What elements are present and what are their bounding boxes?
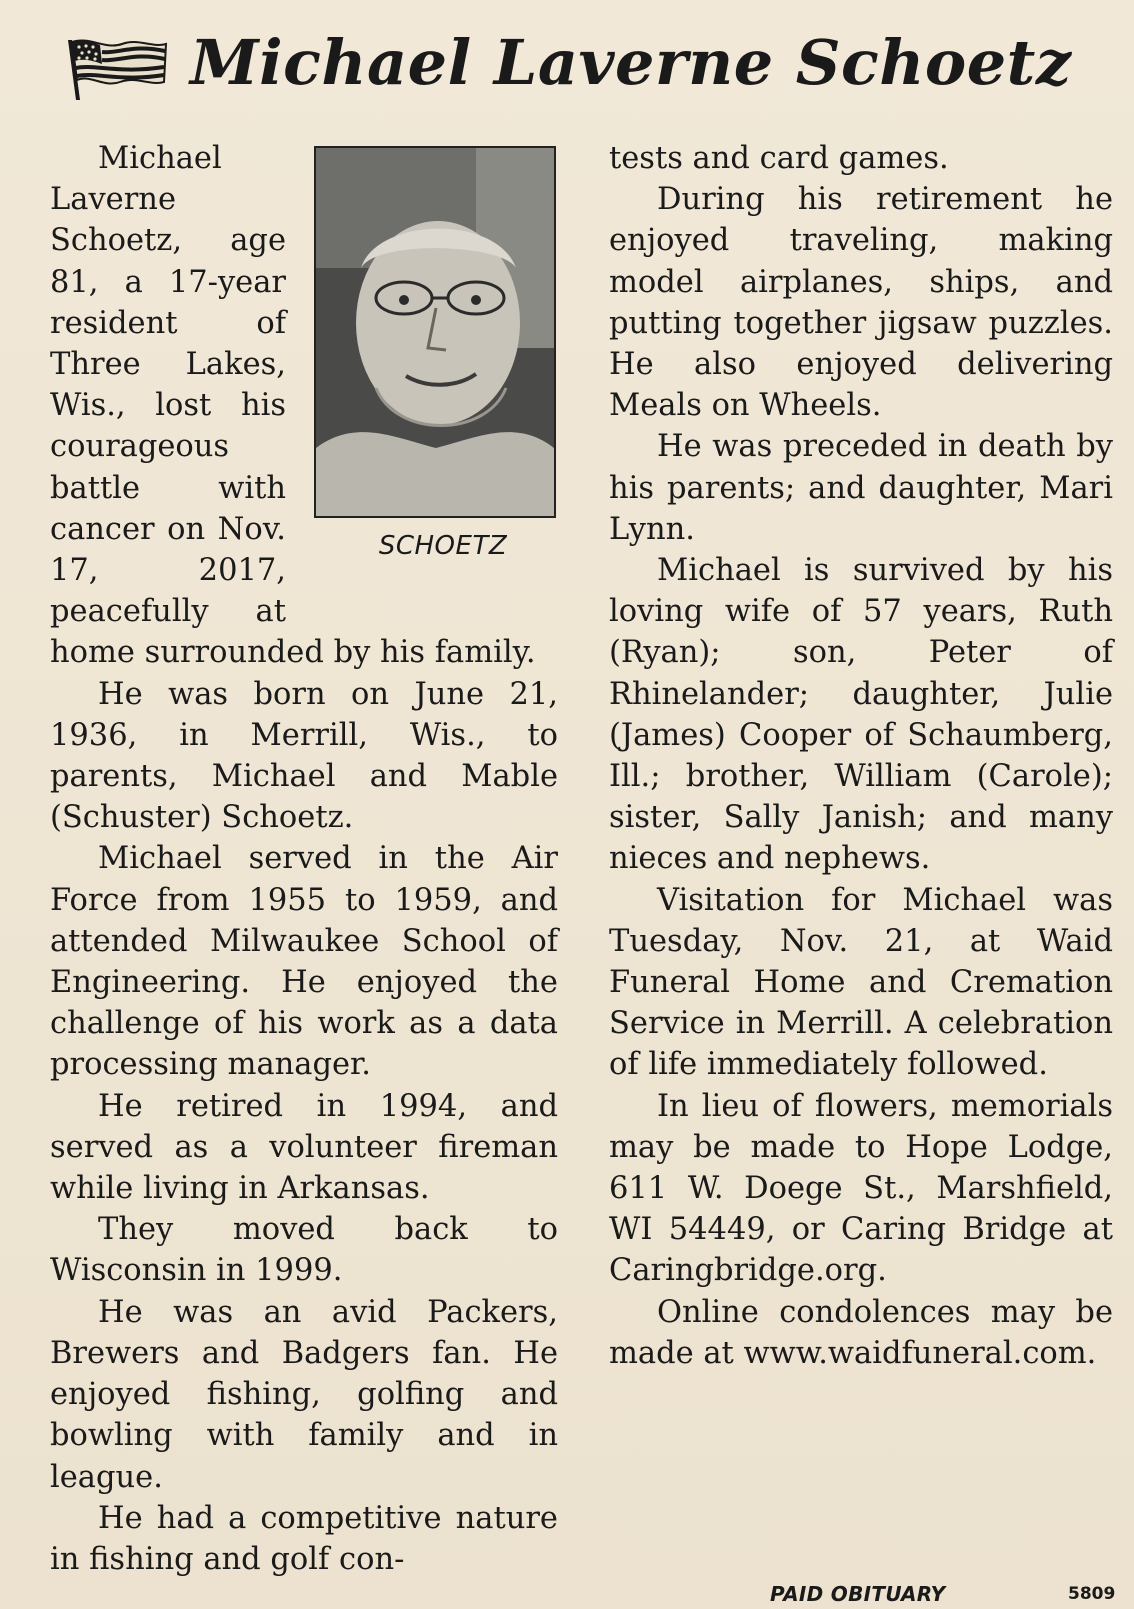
- paragraph-competitive: He had a competitive nature in fishing and golf con-: [50, 1500, 558, 1577]
- paragraph-memorials: In lieu of flowers, memorials may be made to Hope Lodge, 611 W. Doege St., Marshfield, WI 54449, or Caring Bridge at Caringbridge.org.: [609, 1088, 1113, 1289]
- paragraph-intro: Michael Laverne Schoetz, age 81, a 17-year resident of Three Lakes, Wis., lost his courageous battle with cancer on Nov. 17, 2017, peacefully at home surrounded by his family.: [50, 141, 536, 671]
- portrait-photo: [314, 146, 556, 518]
- paragraph-birth: He was born on June 21, 1936, in Merrill, Wis., to parents, Michael and Mable (Schuster) Schoetz.: [50, 676, 558, 836]
- paragraph-survivors: Michael is survived by his loving wife of 57 years, Ruth (Ryan); son, Peter of Rhinelander; daughter, Julie (James) Cooper of Schaumberg, Ill.; brother, William (Carole); sister, Sally Janish; and many nieces and nephews.: [609, 553, 1113, 877]
- paragraph-move: They moved back to Wisconsin in 1999.: [50, 1212, 558, 1289]
- left-column: [50, 138, 558, 1580]
- photo-caption: SCHOETZ: [378, 531, 508, 561]
- photo-block: [314, 146, 572, 596]
- paragraph-visitation: Visitation for Michael was Tuesday, Nov. 21, at Waid Funeral Home and Cremation Service in Merrill. A celebration of life immediately followed.: [609, 882, 1113, 1083]
- paragraph-competitive-cont: tests and card games.: [609, 141, 949, 176]
- paragraph-retirement-hobbies: During his retirement he enjoyed traveling, making model airplanes, ships, and putting together jigsaw puzzles. He also enjoyed delivering Meals on Wheels.: [609, 182, 1113, 424]
- portrait-image: [316, 148, 554, 516]
- paragraph-condolences: Online condolences may be made at www.waidfuneral.com.: [609, 1294, 1113, 1371]
- header: [60, 22, 1100, 112]
- paid-obituary-label: PAID OBITUARY: [770, 1582, 946, 1606]
- paragraph-preceded: He was preceded in death by his parents; and daughter, Mari Lynn.: [609, 429, 1113, 547]
- ad-code: 5809: [1068, 1584, 1116, 1604]
- paragraph-career: Michael served in the Air Force from 1955 to 1959, and attended Milwaukee School of Engineering. He enjoyed the challenge of his work as a data processing manager.: [50, 841, 558, 1083]
- american-flag-icon: [60, 34, 170, 104]
- paragraph-hobbies: He was an avid Packers, Brewers and Badgers fan. He enjoyed fishing, golfing and bowling with family and in league.: [50, 1294, 558, 1495]
- paragraph-retirement: He retired in 1994, and served as a volunteer fireman while living in Arkansas.: [50, 1088, 558, 1207]
- right-column: [609, 138, 1113, 1374]
- page-title: Michael Laverne Schoetz: [190, 26, 1072, 99]
